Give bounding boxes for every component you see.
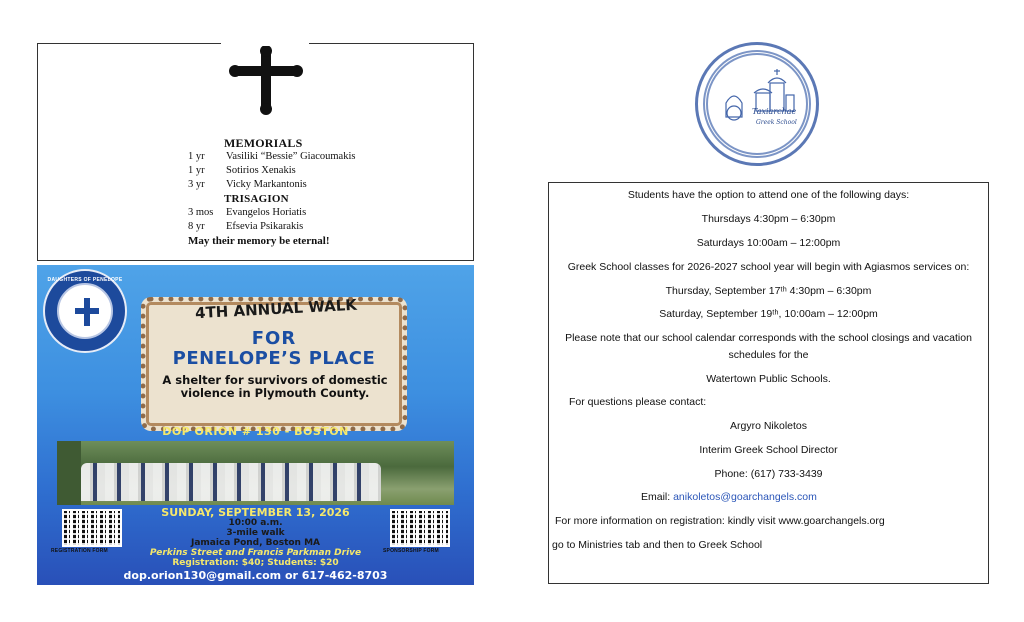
- event-walk: 3-mile walk: [226, 528, 285, 538]
- trisagion-name: Efsevia Psikarakis: [226, 221, 304, 232]
- email-link[interactable]: anikoletos@goarchangels.com: [673, 491, 817, 503]
- event-date: SUNDAY, SEPTEMBER 13, 2026: [161, 506, 350, 519]
- logo-subtitle: Greek School: [756, 119, 797, 126]
- event-contact: dop.orion130@gmail.com or 617-462-8703: [123, 569, 388, 582]
- director-phone: Phone: (617) 733-3439: [714, 468, 823, 480]
- director-email-line: [641, 491, 1024, 503]
- memorials-box: [37, 43, 474, 261]
- group-photo: [57, 441, 454, 505]
- memorial-name: Vasiliki “Bessie” Giacoumakis: [226, 151, 356, 162]
- event-streets: Perkins Street and Francis Parkman Drive: [149, 548, 362, 558]
- watertown-schools: Watertown Public Schools.: [706, 373, 831, 385]
- ministries-instructions: go to Ministries tab and then to Greek School: [552, 539, 763, 551]
- walk-title-place: PENELOPE’S PLACE: [172, 348, 376, 369]
- walk-sign: [141, 297, 407, 431]
- agiasmos-thursday: Thursday, September 17ᵗʰ 4:30pm – 6:30pm: [665, 285, 872, 297]
- registration-qr-label: REGISTRATION FORM: [51, 548, 108, 554]
- thursday-schedule: Thursdays 4:30pm – 6:30pm: [701, 213, 836, 225]
- cross-icon: [221, 43, 309, 117]
- seal-cross-icon: [75, 298, 99, 326]
- walk-description: A shelter for survivors of domestic violence in Plymouth County.: [162, 373, 388, 400]
- calendar-note-cont: schedules for the: [728, 349, 809, 361]
- director-title: Interim Greek School Director: [699, 444, 838, 456]
- event-fees: Registration: $40; Students: $20: [172, 558, 339, 568]
- sponsorship-qr-label: SPONSORSHIP FORM: [383, 548, 439, 554]
- memorials-heading: MEMORIALS: [224, 136, 303, 150]
- memorial-name: Vicky Markantonis: [226, 179, 307, 190]
- memorial-name: Sotirios Xenakis: [226, 165, 296, 176]
- greek-school-info: [548, 182, 989, 584]
- dop-seal-logo: [43, 269, 127, 353]
- trisagion-heading: TRISAGION: [224, 193, 289, 205]
- questions-contact: For questions please contact:: [569, 396, 707, 408]
- saturday-schedule: Saturdays 10:00am – 12:00pm: [696, 237, 841, 249]
- memorial-duration: 1 yr: [188, 165, 205, 176]
- memorials-closing: May their memory be eternal!: [188, 235, 330, 247]
- agiasmos-saturday: Saturday, September 19ᵗʰ, 10:00am – 12:00pm: [659, 308, 878, 320]
- seal-text: DAUGHTERS OF PENELOPE: [47, 277, 123, 283]
- calendar-note: Please note that our school calendar corresponds with the school closings and vacation: [565, 332, 972, 344]
- chapter-name: DOP ORION # 130 - BOSTON: [162, 425, 349, 438]
- trisagion-entry: [38, 220, 473, 234]
- trisagion-duration: 8 yr: [188, 221, 205, 232]
- memorial-duration: 1 yr: [188, 151, 205, 162]
- trisagion-name: Evangelos Horiatis: [226, 207, 307, 218]
- trisagion-duration: 3 mos: [188, 207, 214, 218]
- sponsorship-qr-code[interactable]: [390, 509, 450, 547]
- attendance-intro: Students have the option to attend one of the following days:: [627, 189, 910, 201]
- memorials-list: [38, 136, 473, 248]
- event-location: Jamaica Pond, Boston MA: [190, 538, 321, 548]
- memorial-entry: [38, 164, 473, 178]
- event-time: 10:00 a.m.: [228, 518, 283, 528]
- registration-info: For more information on registration: kindly visit www.goarchangels.org: [555, 515, 885, 527]
- email-label: Email:: [641, 491, 674, 503]
- registration-qr-code[interactable]: [62, 509, 122, 547]
- trisagion-entry: [38, 206, 473, 220]
- logo-name: Taxiarchae: [752, 107, 797, 116]
- memorial-entry: [38, 150, 473, 164]
- greek-school-logo: [695, 42, 819, 166]
- school-year-start: Greek School classes for 2026-2027 school year will begin with Agiasmos services on:: [567, 261, 970, 273]
- memorial-entry: [38, 178, 473, 192]
- director-name: Argyro Nikoletos: [729, 420, 808, 432]
- walk-flyer: [37, 265, 474, 585]
- walk-title-for: FOR: [251, 328, 297, 349]
- church-icon: [712, 59, 804, 151]
- memorial-duration: 3 yr: [188, 179, 205, 190]
- walk-title: 4TH ANNUAL WALK: [194, 295, 358, 323]
